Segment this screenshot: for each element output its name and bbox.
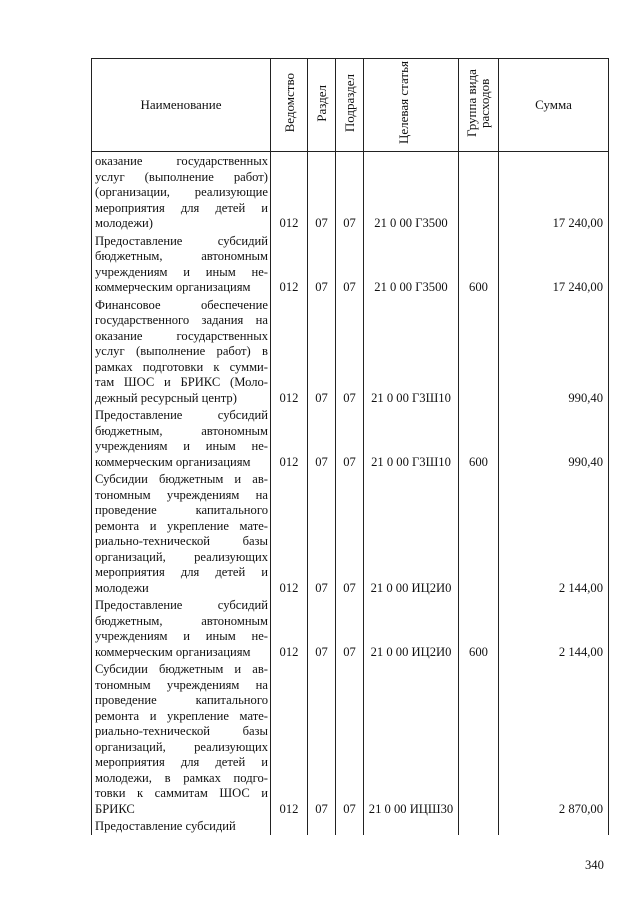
row-target-article: 21 0 00 Г3Ш10 [364,296,459,407]
row-subsection: 07 [336,470,364,596]
row-department: 012 [271,596,308,660]
row-expense-group [459,470,499,596]
row-amount: 2 144,00 [499,470,609,596]
row-name-line: мероприятия для детей и [95,200,268,215]
row-name-line: Субсидии бюджетным и ав- [95,662,268,676]
row-name [92,660,271,817]
row-target-article [364,817,459,835]
budget-table [91,58,609,835]
row-name-line: учреждениям и иным не- [95,629,268,643]
row-amount: 17 240,00 [499,232,609,296]
row-amount: 2 144,00 [499,596,609,660]
row-name [92,406,271,470]
row-name-line: Финансовое обеспечение [95,297,268,312]
row-name-line: рамках подготовки к сумми- [95,359,268,374]
row-name-line: там ШОС и БРИКС (Моло- [95,375,268,389]
row-expense-group [459,296,499,407]
row-department [271,817,308,835]
row-name-line: молодежи, в рамках подго- [95,770,268,785]
table-row [92,660,609,817]
row-name-line: коммерческим организациям [95,454,251,469]
row-section: 07 [308,660,336,817]
row-name [92,296,271,407]
row-subsection: 07 [336,596,364,660]
row-expense-group [459,660,499,817]
header-subsection: Подраздел [336,59,364,152]
row-section: 07 [308,596,336,660]
row-section: 07 [308,232,336,296]
row-amount [499,817,609,835]
row-name-line: Предоставление субсидий [95,598,268,612]
table-row [92,470,609,596]
row-amount: 990,40 [499,406,609,470]
row-target-article: 21 0 00 ИЦ2И0 [364,470,459,596]
row-expense-group [459,152,499,232]
header-expense-group: Группа вида расходов [459,59,499,152]
row-department: 012 [271,660,308,817]
row-subsection: 07 [336,232,364,296]
row-name [92,470,271,596]
table-row [92,296,609,407]
row-name-line: коммерческим организациям [95,280,251,294]
row-name-line: проведение капитального [95,503,268,517]
row-name-line: молодежи [95,580,149,595]
row-name-line: организаций, реализующих [95,549,268,564]
row-subsection [336,817,364,835]
row-name-line: ремонта и укрепление мате- [95,708,268,723]
row-name-line: дежный ресурсный центр) [95,390,237,405]
row-name-line: Субсидии бюджетным и ав- [95,472,268,486]
row-department: 012 [271,232,308,296]
row-name-line: мероприятия для детей и [95,755,268,769]
row-target-article: 21 0 00 Г3500 [364,152,459,232]
table-header-row [92,59,609,152]
row-section: 07 [308,406,336,470]
row-name-line: Предоставление субсидий [95,233,268,248]
row-name-line: тономным учреждениям на [95,677,268,692]
row-section: 07 [308,152,336,232]
row-amount: 17 240,00 [499,152,609,232]
table-row [92,232,609,296]
row-name-line: риально-технической базы [95,724,268,738]
row-expense-group: 600 [459,596,499,660]
row-expense-group: 600 [459,232,499,296]
header-name: Наименование [92,59,271,152]
row-name-line: оказание государственных [95,328,268,343]
page-number: 340 [585,858,604,872]
row-target-article: 21 0 00 ИЦШ30 [364,660,459,817]
row-name-line: оказание государственных [95,154,268,168]
row-name-line: организаций, реализующих [95,739,268,754]
row-subsection: 07 [336,152,364,232]
table-row [92,152,609,232]
row-name-line: (организации, реализующие [95,185,268,199]
table-row [92,596,609,660]
row-target-article: 21 0 00 Г3Ш10 [364,406,459,470]
row-name [92,152,271,232]
row-name-line: Предоставление субсидий [95,408,268,422]
header-department: Ведомство [271,59,308,152]
row-name-line: проведение капитального [95,693,268,707]
header-section: Раздел [308,59,336,152]
row-name-line: товки к саммитам ШОС и [95,786,268,800]
row-name-line: тономным учреждениям на [95,487,268,502]
row-name-line: БРИКС [95,801,135,816]
row-target-article: 21 0 00 ИЦ2И0 [364,596,459,660]
row-department: 012 [271,152,308,232]
row-name [92,232,271,296]
row-name-line: риально-технической базы [95,534,268,548]
row-section: 07 [308,470,336,596]
row-name-line: учреждениям и иным не- [95,264,268,279]
header-target-article: Целевая статья [364,59,459,152]
table-row [92,817,609,835]
row-expense-group: 600 [459,406,499,470]
table-row [92,406,609,470]
row-name [92,817,271,835]
row-section [308,817,336,835]
header-amount: Сумма [499,59,609,152]
row-subsection: 07 [336,296,364,407]
row-name-line: государственного задания на [95,313,268,327]
row-name-line: бюджетным, автономным [95,613,268,628]
row-section: 07 [308,296,336,407]
table-body [92,152,609,835]
row-name-line: коммерческим организациям [95,644,251,659]
row-name-line: услуг (выполнение работ) [95,169,268,184]
row-name-line: бюджетным, автономным [95,423,268,438]
row-name [92,596,271,660]
row-name-line: ремонта и укрепление мате- [95,518,268,533]
row-target-article: 21 0 00 Г3500 [364,232,459,296]
row-subsection: 07 [336,660,364,817]
row-amount: 2 870,00 [499,660,609,817]
row-name-line: молодежи) [95,216,153,230]
row-expense-group [459,817,499,835]
row-name-line: бюджетным, автономным [95,249,268,263]
row-name-line: учреждениям и иным не- [95,439,268,453]
row-name-line: мероприятия для детей и [95,565,268,579]
row-department: 012 [271,406,308,470]
row-name-line: услуг (выполнение работ) в [95,344,268,358]
row-department: 012 [271,296,308,407]
row-department: 012 [271,470,308,596]
row-amount: 990,40 [499,296,609,407]
row-subsection: 07 [336,406,364,470]
row-name-line: Предоставление субсидий [95,819,236,833]
